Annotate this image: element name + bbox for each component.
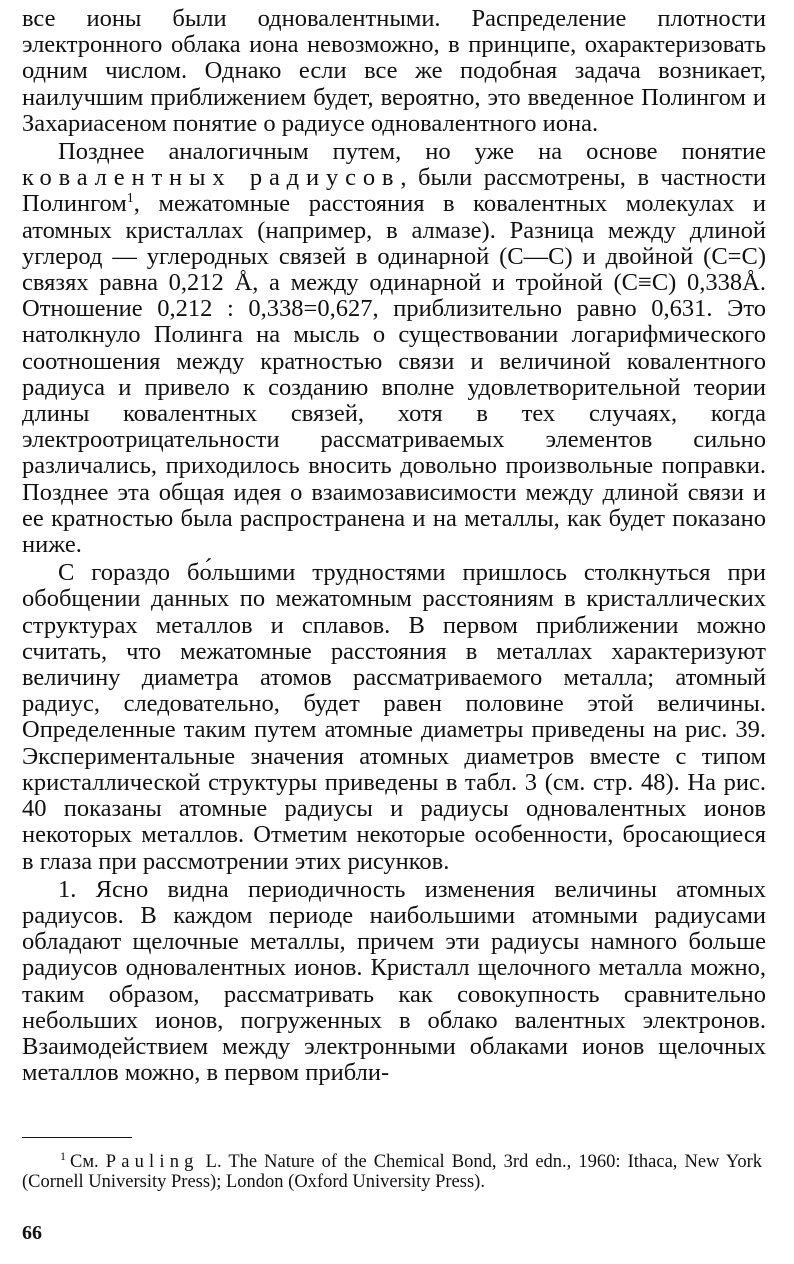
- footnote-text: L. The Nature of the Chemical Bond, 3rd edn., 1960: Ithaca, New York (Cornell University Press); London (Oxford University Press).: [22, 1152, 762, 1192]
- footnote-reference: 1: [126, 191, 134, 207]
- footnote-lead: См.: [70, 1152, 106, 1172]
- footnote-author: Pauling: [105, 1152, 199, 1172]
- footnote: [22, 1148, 762, 1192]
- page-body: [22, 6, 766, 1086]
- paragraph-3: С гораздо бо́льшими трудностями пришлось столкнуться при обобщении данных по межатомным расстояниям в кристаллических структурах металлов и сплавов. В первом приближении можно считать, что межатомные расстояния в металлах характеризуют величину диаметра атомов рассматриваемого металла; атомный радиус, следовательно, будет равен половине этой величины. Определенные таким путем атомные диаметры приведены на рис. 39. Экспериментальные значения атомных диаметров вместе с типом кристаллической структуры приведены в табл. 3 (см. стр. 48). На рис. 40 показаны атомные радиусы и радиусы одновалентных ионов некоторых металлов. Отметим некоторые особенности, бросающиеся в глаза при рассмотрении этих рисунков.: [22, 559, 766, 875]
- paragraph-2-text-after: , межатомные расстояния в ковалентных молекулах и атомных кристаллах (например, в алмазе). Разница между длиной углерод — углеродных связей в одинарной (С—С) и двойной (С=С) связях равна 0,212 Å, а между одинарной и тройной (С≡С) 0,338Å. Отношение 0,212 : 0,338=0,627, приблизительно равно 0,631. Это натолкнуло Полинга на мысль о существовании логарифмического соотношения между кратностью связи и величиной ковалентного радиуса и привело к созданию вполне удовлетворительной теории длины ковалентных связей, хотя в тех случаях, когда электроотрицательности рассматриваемых элементов сильно различались, приходилось вносить довольно произвольные поправки. Позднее эта общая идея о взаимозависимости между длиной связи и ее кратностью была распространена и на металлы, как будет показано ниже.: [22, 190, 766, 559]
- paragraph-2-text-before: Позднее аналогичным путем, но уже на основе понятие: [58, 138, 766, 166]
- paragraph-2-spaced-term: ковалентных радиусов: [22, 164, 401, 192]
- footnote-divider: [22, 1137, 132, 1138]
- page-number: 66: [22, 1222, 42, 1244]
- paragraph-2: [22, 139, 766, 558]
- footnote-mark: 1: [60, 1148, 66, 1163]
- paragraph-1: все ионы были одновалентными. Распределение плотности электронного облака иона невозможно, в принципе, охарактеризовать одним числом. Однако если все же подобная задача возникает, наилучшим приближением будет, вероятно, это введенное Полингом и Захариасеном понятие о радиусе одновалентного иона.: [22, 5, 766, 137]
- paragraph-2-text-mid: , были рассмотрены, в частности Полингом: [22, 164, 767, 218]
- paragraph-4: 1. Ясно видна периодичность изменения величины атомных радиусов. В каждом периоде наибольшими атомными радиусами обладают щелочные металлы, причем эти радиусы намного больше радиусов одновалентных ионов. Кристалл щелочного металла можно, таким образом, рассматривать как совокупность сравнительно небольших ионов, погруженных в облако валентных электронов. Взаимодействием между электронными облаками ионов щелочных металлов можно, в первом прибли-: [22, 875, 766, 1087]
